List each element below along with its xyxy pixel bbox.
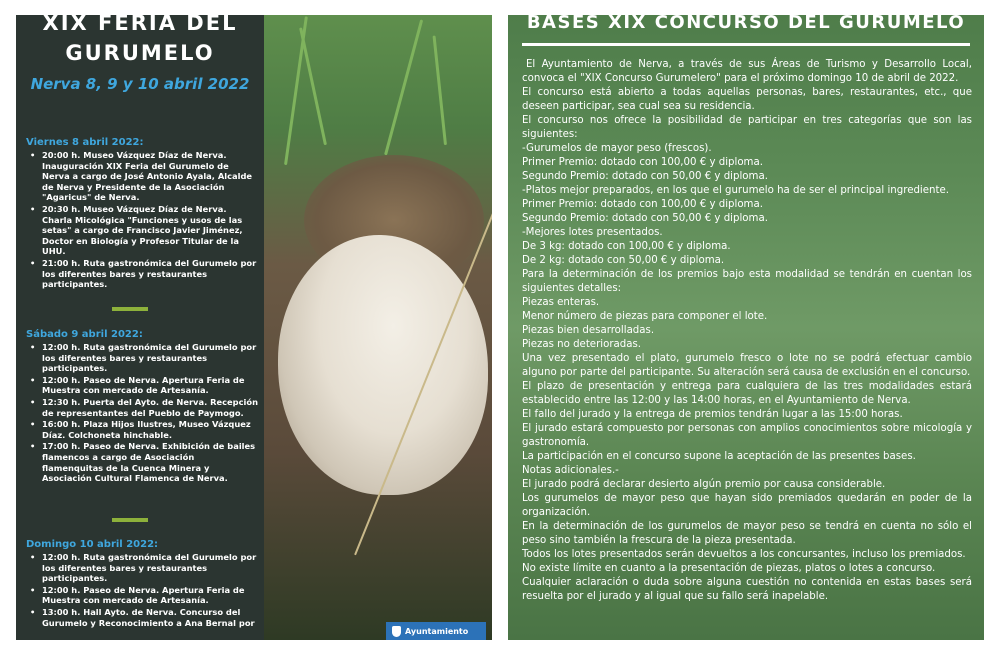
rules-paragraph: De 2 kg: dotado con 50,00 € y diploma. <box>522 255 725 266</box>
rules-paragraph: Una vez presentado el plato, gurumelo fresco o lote no se podrá efectuar cambio alguno por parte del participante. Su alteración será causa de exclusión en el concurso. <box>522 353 972 378</box>
rules-paragraph: Notas adicionales.- <box>522 465 619 476</box>
mushroom-photo <box>264 15 492 640</box>
logo-text: Ayuntamiento <box>405 626 469 636</box>
rules-paragraph: Para la determinación de los premios bajo esta modalidad se tendrán en cuentan los siguientes detalles: <box>522 269 972 294</box>
event-item: • 20:30 h. Museo Vázquez Díaz de Nerva. Charla Micológica "Funciones y usos de las setas" a cargo de Francisco Javier Jiménez, Doctor en Biología y Profesor Titular de la UHU. <box>26 204 258 257</box>
saturday-events <box>26 342 258 485</box>
rules-paragraph: Todos los lotes presentados serán devueltos a los concursantes, incluso los premiados. <box>522 549 966 560</box>
rules-paragraph: Segundo Premio: dotado con 50,00 € y diploma. <box>522 213 768 224</box>
section-separator <box>112 518 148 522</box>
poster-title-line1: XIX FERIA DEL <box>42 15 238 35</box>
rules-title: BASES XIX CONCURSO DEL GURUMELO <box>526 15 966 33</box>
grass-blade <box>384 19 423 155</box>
rules-paragraph: -Platos mejor preparados, en los que el gurumelo ha de ser el principal ingrediente. <box>522 185 949 196</box>
contest-rules-poster <box>508 15 984 640</box>
section-separator <box>112 307 148 311</box>
festival-program-poster <box>16 15 492 640</box>
event-item: • 12:00 h. Paseo de Nerva. Apertura Feria de Muestra con mercado de Artesanía. <box>26 585 258 606</box>
rules-paragraph: El jurado estará compuesto por personas con amplios conocimientos sobre micología y gastronomía. <box>522 423 972 448</box>
grass-blade <box>299 27 327 145</box>
poster-title-line2: GURUMELO <box>65 41 215 65</box>
rules-paragraph: El Ayuntamiento de Nerva, a través de sus Áreas de Turismo y Desarrollo Local, convoca el "XIX Concurso Gurumelero" para el próximo domingo 10 de abril de 2022. <box>522 59 972 84</box>
rules-paragraph: Piezas enteras. <box>522 297 600 308</box>
day-heading-saturday: Sábado 9 abril 2022: <box>26 329 143 340</box>
rules-paragraph: Primer Premio: dotado con 100,00 € y diploma. <box>522 157 763 168</box>
ayuntamiento-logo <box>386 622 486 640</box>
rules-paragraph: El jurado podrá declarar desierto algún premio por causa considerable. <box>522 479 886 490</box>
event-item: • 21:00 h. Ruta gastronómica del Gurumelo por los diferentes bares y restaurantes participantes. <box>26 258 258 290</box>
rules-paragraph: En la determinación de los gurumelos de mayor peso se tendrá en cuenta no sólo el peso sino también la frescura de la pieza presentada. <box>522 521 972 546</box>
rules-paragraph: De 3 kg: dotado con 100,00 € y diploma. <box>522 241 731 252</box>
event-item: • 20:00 h. Museo Vázquez Díaz de Nerva. Inauguración XIX Feria del Gurumelo de Nerva a cargo de José Antonio Ayala, Alcalde de Nerva y Presidente de la Asociación "Agaricus" de Nerva. <box>26 150 258 203</box>
rules-paragraph: El concurso nos ofrece la posibilidad de participar en tres categorías que son las siguientes: <box>522 115 972 140</box>
rules-paragraph: El concurso está abierto a todas aquellas personas, bares, restaurantes, etc., que deseen participar, sea cual sea su residencia. <box>522 87 972 112</box>
rules-paragraph: Piezas no deterioradas. <box>522 339 642 350</box>
grass-blade <box>433 35 447 145</box>
event-item: • 17:00 h. Paseo de Nerva. Exhibición de bailes flamencos a cargo de Asociación flamenquitas de la Cuenca Minera y Asociación Cultural Flamenca de Nerva. <box>26 441 258 483</box>
event-item: • 12:00 h. Paseo de Nerva. Apertura Feria de Muestra con mercado de Artesanía. <box>26 375 258 396</box>
day-heading-friday: Viernes 8 abril 2022: <box>26 137 144 148</box>
rules-paragraph: La participación en el concurso supone la aceptación de las presentes bases. <box>522 451 916 462</box>
rules-paragraph: Segundo Premio: dotado con 50,00 € y diploma. <box>522 171 768 182</box>
rules-paragraph: -Gurumelos de mayor peso (frescos). <box>522 143 712 154</box>
sunday-events <box>26 552 258 629</box>
rules-paragraph: -Mejores lotes presentados. <box>522 227 663 238</box>
event-item: • 12:00 h. Ruta gastronómica del Gurumelo por los diferentes bares y restaurantes participantes. <box>26 552 258 584</box>
crest-icon <box>392 626 401 637</box>
event-item: • 12:30 h. Puerta del Ayto. de Nerva. Recepción de representantes del Pueblo de Paymogo. <box>26 397 258 418</box>
rules-paragraph: Piezas bien desarrolladas. <box>522 325 655 336</box>
rules-paragraph: Primer Premio: dotado con 100,00 € y diploma. <box>522 199 763 210</box>
rules-paragraph: El plazo de presentación y entrega para cualquiera de las tres modalidades estará establecido entre las 12:00 y las 14:00 horas, en el Ayuntamiento de Nerva. <box>522 381 972 406</box>
event-item: • 16:00 h. Plaza Hijos Ilustres, Museo Vázquez Díaz. Colchoneta hinchable. <box>26 419 258 440</box>
gurumelo-mushroom <box>278 235 488 495</box>
rules-paragraph: Menor número de piezas para componer el lote. <box>522 311 768 322</box>
rules-paragraph: No existe límite en cuanto a la presentación de piezas, platos o lotes a concurso. <box>522 563 936 574</box>
rules-body <box>522 58 972 604</box>
rules-paragraph: Los gurumelos de mayor peso que hayan sido premiados quedarán en poder de la organización. <box>522 493 972 518</box>
program-panel <box>16 15 264 640</box>
friday-events <box>26 150 258 291</box>
rules-paragraph: El fallo del jurado y la entrega de premios tendrán lugar a las 15:00 horas. <box>522 409 903 420</box>
rules-paragraph: Cualquier aclaración o duda sobre alguna cuestión no contenida en estas bases será resuelta por el jurado y al igual que su fallo será inapelable. <box>522 577 972 602</box>
day-heading-sunday: Domingo 10 abril 2022: <box>26 539 159 550</box>
poster-dates: Nerva 8, 9 y 10 abril 2022 <box>30 75 250 93</box>
event-item: • 13:00 h. Hall Ayto. de Nerva. Concurso del Gurumelo y Reconocimiento a Ana Bernal por <box>26 607 258 628</box>
event-item: • 12:00 h. Ruta gastronómica del Gurumelo por los diferentes bares y restaurantes participantes. <box>26 342 258 374</box>
title-underline <box>522 43 970 46</box>
